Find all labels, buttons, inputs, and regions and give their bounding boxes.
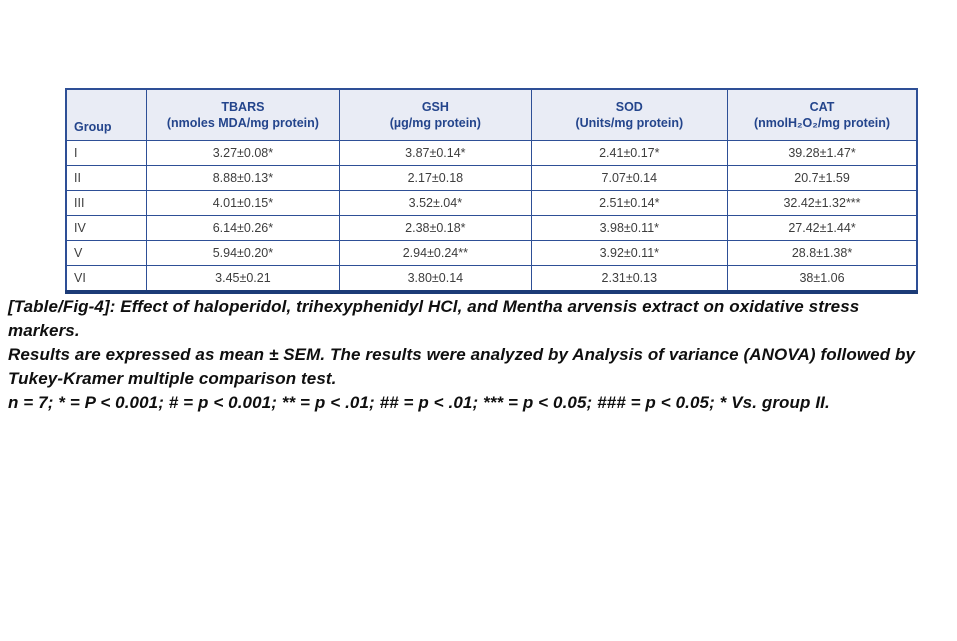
table-row (66, 241, 917, 266)
col-title: TBARS (221, 99, 265, 114)
gsh-value: 3.52±.04* (340, 191, 531, 216)
col-header-tbars (146, 89, 339, 141)
col-title: CAT (809, 99, 835, 114)
gsh-value: 3.80±0.14 (340, 266, 531, 293)
tbars-value: 6.14±0.26* (146, 216, 339, 241)
table-row (66, 266, 917, 293)
tbars-value: 4.01±0.15* (146, 191, 339, 216)
sod-value: 7.07±0.14 (531, 166, 727, 191)
table-row (66, 191, 917, 216)
col-title: GSH (421, 99, 449, 114)
cat-value: 32.42±1.32*** (728, 191, 917, 216)
figure-caption (8, 295, 932, 415)
caption-stats: n = 7; * = P < 0.001; # = p < 0.001; ** = p < .01; ## = p < .01; *** = p < 0.05; ### = p < 0.05; * Vs. group II. (8, 393, 830, 412)
cat-value: 20.7±1.59 (728, 166, 917, 191)
sod-value: 2.51±0.14* (531, 191, 727, 216)
gsh-value: 2.94±0.24** (340, 241, 531, 266)
cat-value: 28.8±1.38* (728, 241, 917, 266)
tbars-value: 3.27±0.08* (146, 141, 339, 166)
sod-value: 2.41±0.17* (531, 141, 727, 166)
caption-title: [Table/Fig-4]: Effect of haloperidol, trihexyphenidyl HCl, and Mentha arvensis extract on oxidative stress markers. (8, 297, 860, 340)
table-row (66, 141, 917, 166)
table-row (66, 166, 917, 191)
group-cell: I (66, 141, 146, 166)
col-unit: (Units/mg protein) (575, 116, 684, 130)
cat-value: 38±1.06 (728, 266, 917, 293)
gsh-value: 2.17±0.18 (340, 166, 531, 191)
results-table-container (65, 88, 918, 294)
col-header-sod (531, 89, 727, 141)
tbars-value: 5.94±0.20* (146, 241, 339, 266)
header-row (66, 89, 917, 141)
col-title: SOD (615, 99, 643, 114)
tbars-value: 3.45±0.21 (146, 266, 339, 293)
gsh-value: 3.87±0.14* (340, 141, 531, 166)
cat-value: 27.42±1.44* (728, 216, 917, 241)
col-unit: (nmoles MDA/mg protein) (166, 116, 319, 130)
col-unit: (nmolH₂O₂/mg protein) (753, 116, 891, 130)
table-body (66, 141, 917, 293)
group-cell: VI (66, 266, 146, 293)
table-header (66, 89, 917, 141)
col-header-gsh (340, 89, 531, 141)
col-header-group-label: Group (74, 119, 112, 134)
oxidative-stress-table (65, 88, 918, 294)
group-cell: II (66, 166, 146, 191)
sod-value: 3.98±0.11* (531, 216, 727, 241)
table-row (66, 216, 917, 241)
sod-value: 2.31±0.13 (531, 266, 727, 293)
col-header-cat (728, 89, 917, 141)
group-cell: V (66, 241, 146, 266)
caption-methods: Results are expressed as mean ± SEM. The results were analyzed by Analysis of variance (ANOVA) followed by Tukey-Kramer multiple comparison test. (8, 345, 916, 388)
col-unit: (µg/mg protein) (389, 116, 481, 130)
tbars-value: 8.88±0.13* (146, 166, 339, 191)
group-cell: III (66, 191, 146, 216)
group-cell: IV (66, 216, 146, 241)
col-header-group (66, 89, 146, 141)
cat-value: 39.28±1.47* (728, 141, 917, 166)
sod-value: 3.92±0.11* (531, 241, 727, 266)
gsh-value: 2.38±0.18* (340, 216, 531, 241)
